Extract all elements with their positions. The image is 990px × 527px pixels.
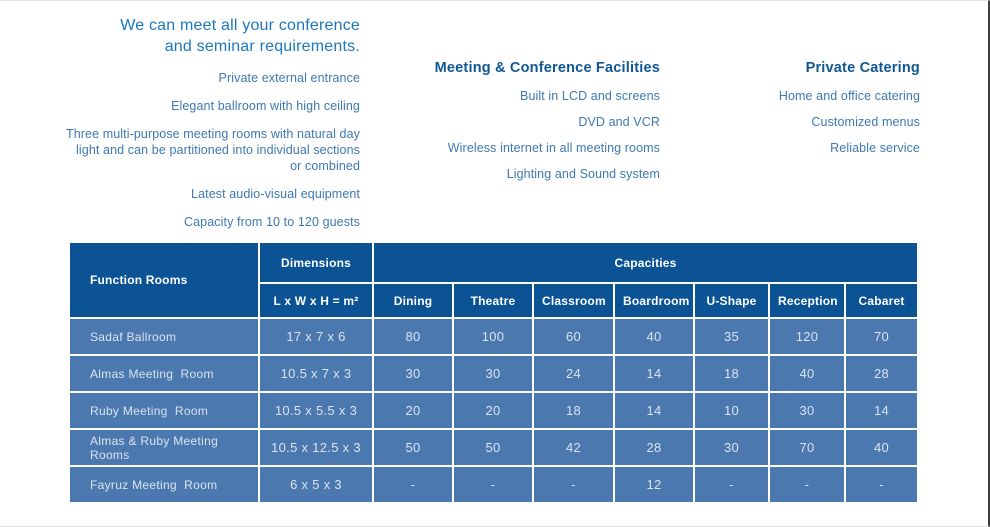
table-row [69,318,918,355]
room-name: Almas Meeting Room [69,355,259,392]
table-row [69,466,918,503]
intro-column [62,15,360,242]
header-theatre: Theatre [453,283,533,318]
capacity-value: 18 [694,355,769,392]
room-dimensions: 17 x 7 x 6 [259,318,373,355]
intro-feature: Private external entrance [218,71,360,85]
header-dimensions-sub: L x W x H = m² [259,283,373,318]
header-reception: Reception [769,283,845,318]
capacity-value: 40 [769,355,845,392]
capacity-value: 80 [373,318,453,355]
capacity-value: - [453,466,533,503]
capacity-value: - [694,466,769,503]
room-name: Ruby Meeting Room [69,392,259,429]
capacity-value: 12 [614,466,694,503]
capacity-value: 60 [533,318,614,355]
facilities-item: Wireless internet in all meeting rooms [447,141,660,155]
intro-feature: Latest audio-visual equipment [191,187,360,201]
catering-item: Home and office catering [778,89,920,103]
facilities-item: Built in LCD and screens [520,89,660,103]
capacity-value: 50 [453,429,533,466]
catering-column [700,59,920,166]
capacity-value: - [533,466,614,503]
header-dimensions: Dimensions [259,242,373,283]
facilities-item: Lighting and Sound system [506,167,660,181]
catering-heading: Private Catering [805,60,920,76]
table-row [69,429,918,466]
catering-item: Customized menus [811,115,920,129]
function-rooms-table [68,241,919,504]
room-dimensions: 10.5 x 5.5 x 3 [259,392,373,429]
table-row [69,355,918,392]
capacity-value: 14 [845,392,918,429]
capacity-value: 20 [373,392,453,429]
header-cabaret: Cabaret [845,283,918,318]
room-name: Sadaf Ballroom [69,318,259,355]
header-classroom: Classroom [533,283,614,318]
capacity-value: 40 [845,429,918,466]
header-dining: Dining [373,283,453,318]
room-name: Almas & Ruby Meeting Rooms [69,429,259,466]
capacity-value: 10 [694,392,769,429]
catering-item: Reliable service [830,141,920,155]
capacity-value: 42 [533,429,614,466]
capacity-value: - [769,466,845,503]
capacity-value: 18 [533,392,614,429]
capacity-value: 70 [769,429,845,466]
capacity-value: 50 [373,429,453,466]
capacity-value: 24 [533,355,614,392]
capacity-value: 100 [453,318,533,355]
capacity-value: 30 [769,392,845,429]
capacity-value: 30 [373,355,453,392]
page-title-line2: and seminar requirements. [164,38,360,55]
capacity-value: 70 [845,318,918,355]
intro-feature: Elegant ballroom with high ceiling [171,99,360,113]
capacity-value: 14 [614,355,694,392]
room-dimensions: 10.5 x 7 x 3 [259,355,373,392]
page-title-line1: We can meet all your conference [120,17,360,34]
capacity-value: 28 [614,429,694,466]
room-dimensions: 10.5 x 12.5 x 3 [259,429,373,466]
capacity-value: 14 [614,392,694,429]
capacity-value: 40 [614,318,694,355]
capacity-value: 28 [845,355,918,392]
capacity-value: - [845,466,918,503]
table-row [69,392,918,429]
facilities-heading: Meeting & Conference Facilities [434,60,660,76]
facilities-column [380,59,660,192]
capacity-value: 20 [453,392,533,429]
header-boardroom: Boardroom [614,283,694,318]
capacity-value: 30 [694,429,769,466]
header-function-rooms: Function Rooms [69,242,259,318]
intro-feature: Capacity from 10 to 120 guests [183,215,360,229]
room-dimensions: 6 x 5 x 3 [259,466,373,503]
table-header-row-1 [69,242,918,283]
facilities-item: DVD and VCR [578,115,660,129]
capacity-value: 30 [453,355,533,392]
header-u-shape: U-Shape [694,283,769,318]
capacity-value: - [373,466,453,503]
intro-feature: Three multi-purpose meeting rooms with natural day light and can be partitioned into individual sections or combined [65,127,360,173]
capacity-value: 35 [694,318,769,355]
page-title [62,15,360,57]
capacity-value: 120 [769,318,845,355]
header-capacities: Capacities [373,242,918,283]
room-name: Fayruz Meeting Room [69,466,259,503]
